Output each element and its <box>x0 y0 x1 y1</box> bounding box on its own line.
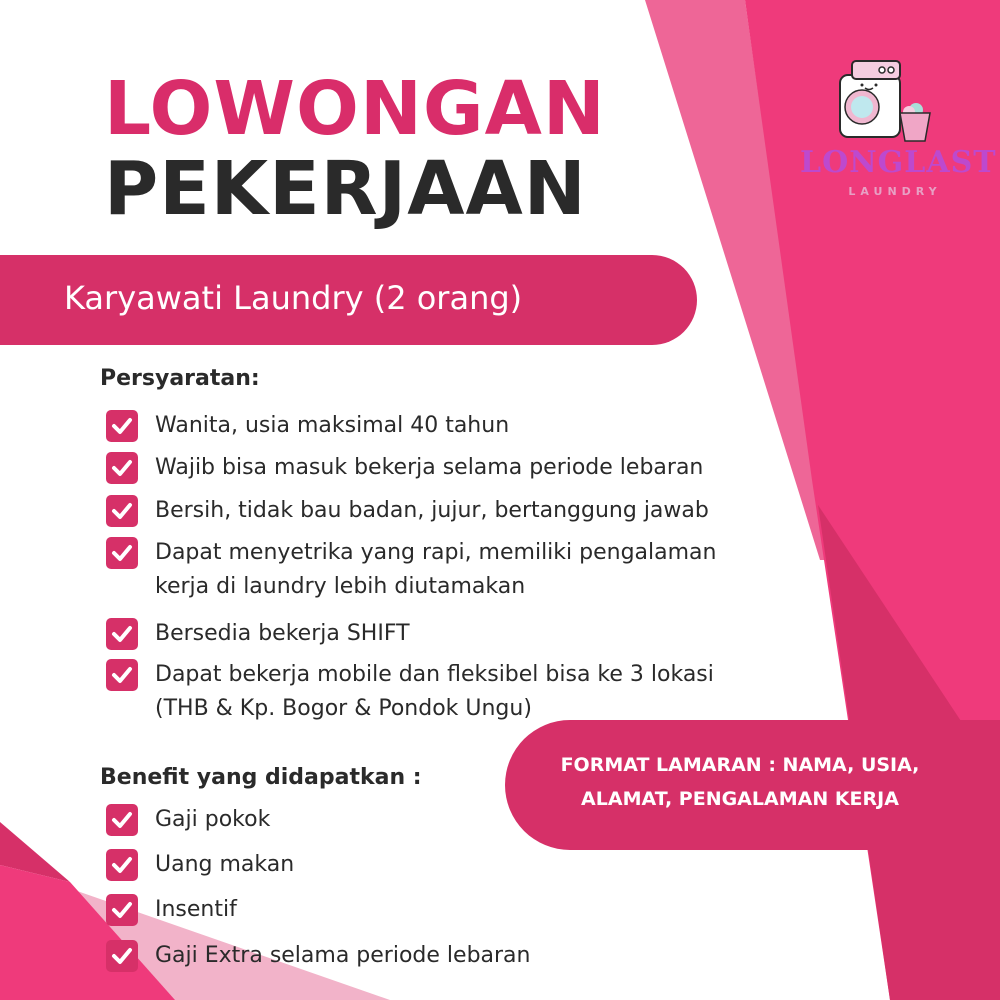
brand-subtitle: LAUNDRY <box>848 185 942 198</box>
checkbox-check-icon <box>106 618 138 650</box>
checkbox-check-icon <box>106 537 138 569</box>
application-format-box <box>505 720 1000 850</box>
requirement-text: Dapat menyetrika yang rapi, memiliki pengalaman <box>155 540 717 565</box>
washing-machine-icon <box>832 55 942 145</box>
checkbox-check-icon <box>106 452 138 484</box>
requirement-text: Bersih, tidak bau badan, jujur, bertanggung jawab <box>155 498 709 523</box>
format-line-2: ALAMAT, PENGALAMAN KERJA <box>581 788 899 810</box>
checkbox-check-icon <box>106 659 138 691</box>
position-banner <box>0 255 697 345</box>
checkbox-check-icon <box>106 495 138 527</box>
checkbox-check-icon <box>106 940 138 972</box>
benefit-text: Gaji Extra selama periode lebaran <box>155 943 531 968</box>
requirement-text: Wajib bisa masuk bekerja selama periode lebaran <box>155 455 704 480</box>
requirements-heading: Persyaratan: <box>100 366 260 391</box>
checkbox-check-icon <box>106 410 138 442</box>
requirement-text: Bersedia bekerja SHIFT <box>155 621 410 646</box>
requirement-text-continued: kerja di laundry lebih diutamakan <box>155 574 526 599</box>
position-label: Karyawati Laundry (2 orang) <box>64 279 523 317</box>
application-format-text <box>505 748 975 816</box>
benefits-heading: Benefit yang didapatkan : <box>100 765 422 790</box>
checkbox-check-icon <box>106 894 138 926</box>
checkbox-check-icon <box>106 849 138 881</box>
requirement-text: Dapat bekerja mobile dan fleksibel bisa ke 3 lokasi <box>155 662 714 687</box>
requirement-text: Wanita, usia maksimal 40 tahun <box>155 413 510 438</box>
brand-logo <box>800 55 997 205</box>
requirement-text-continued: (THB & Kp. Bogor & Pondok Ungu) <box>155 696 532 721</box>
format-line-1: FORMAT LAMARAN : NAMA, USIA, <box>560 754 920 776</box>
title-line-1: LOWONGAN <box>104 66 606 152</box>
benefit-text: Gaji pokok <box>155 807 271 832</box>
benefit-text: Uang makan <box>155 852 295 877</box>
title-line-2: PEKERJAAN <box>104 146 587 232</box>
benefit-text: Insentif <box>155 897 237 922</box>
checkbox-check-icon <box>106 804 138 836</box>
brand-name: LONGLAST <box>800 145 997 180</box>
